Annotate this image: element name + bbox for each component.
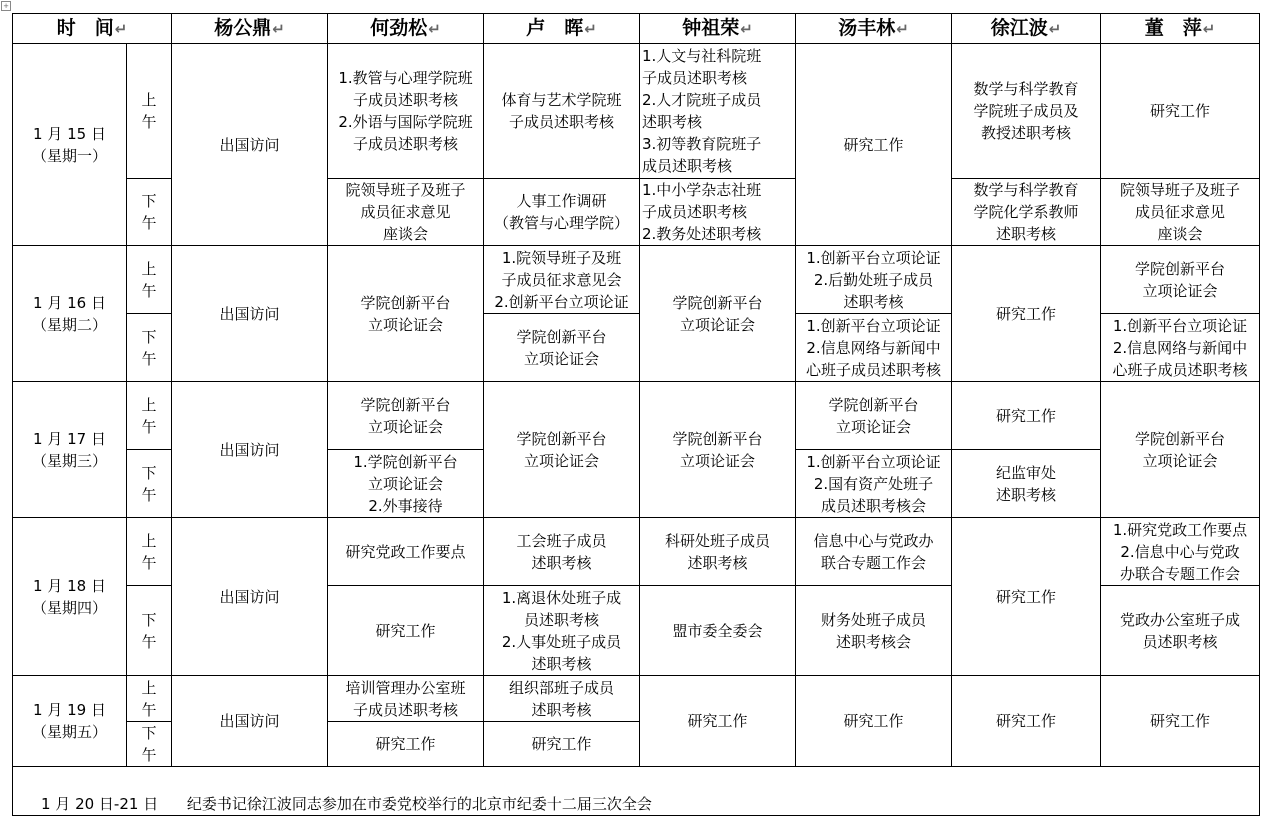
cell: 1.教管与心理学院班 子成员述职考核 2.外语与国际学院班 子成员述职考核 [328, 44, 484, 179]
note-line [41, 793, 1257, 815]
cell: 1.创新平台立项论证 2.信息网络与新闻中 心班子成员述职考核 [796, 314, 952, 382]
cell: 1.离退休处班子成 员述职考核 2.人事处班子成员 述职考核 [484, 586, 640, 676]
header-row [13, 14, 1260, 44]
cell: 学院创新平台 立项论证会 [484, 382, 640, 518]
cell: 学院创新平台 立项论证会 [1101, 382, 1260, 518]
cell: 出国访问 [172, 44, 328, 246]
cell: 纪监审处 述职考核 [952, 450, 1101, 518]
cell: 学院创新平台 立项论证会 [328, 382, 484, 450]
cell: 研究工作 [328, 722, 484, 767]
am-label: 上 午 [127, 676, 172, 722]
day-label: 1 月 16 日 （星期二） [13, 246, 127, 382]
cell: 1.创新平台立项论证 2.国有资产处班子 成员述职考核会 [796, 450, 952, 518]
pm-label: 下 午 [127, 586, 172, 676]
cell: 培训管理办公室班 子成员述职考核 [328, 676, 484, 722]
cell: 学院创新平台 立项论证会 [484, 314, 640, 382]
cell: 研究工作 [640, 676, 796, 767]
cell: 学院创新平台 立项论证会 [1101, 246, 1260, 314]
header-person: 汤丰林↵ [796, 14, 952, 44]
table-row [13, 518, 1260, 586]
table-row [13, 44, 1260, 179]
cell: 研究工作 [796, 44, 952, 246]
cell: 组织部班子成员 述职考核 [484, 676, 640, 722]
cell: 1.创新平台立项论证 2.信息网络与新闻中 心班子成员述职考核 [1101, 314, 1260, 382]
cell: 出国访问 [172, 382, 328, 518]
am-label: 上 午 [127, 246, 172, 314]
header-person: 何劲松↵ [328, 14, 484, 44]
cell: 研究工作 [952, 382, 1101, 450]
note-date: 1 月 20 日-21 日 [41, 795, 159, 813]
header-person: 董 萍↵ [1101, 14, 1260, 44]
cell: 研究工作 [952, 246, 1101, 382]
cell: 研究工作 [1101, 676, 1260, 767]
cell: 出国访问 [172, 518, 328, 676]
cell: 体育与艺术学院班 子成员述职考核 [484, 44, 640, 179]
cell: 1.人文与社科院班 子成员述职考核 2.人才院班子成员 述职考核 3.初等教育院班子 成员述职考核 [640, 44, 796, 179]
cell: 研究党政工作要点 [328, 518, 484, 586]
cell: 学院创新平台 立项论证会 [640, 382, 796, 518]
header-person: 钟祖荣↵ [640, 14, 796, 44]
cell: 1.创新平台立项论证 2.后勤处班子成员 述职考核 [796, 246, 952, 314]
cell: 研究工作 [484, 722, 640, 767]
day-label: 1 月 19 日 （星期五） [13, 676, 127, 767]
day-label: 1 月 18 日 （星期四） [13, 518, 127, 676]
header-person: 卢 晖↵ [484, 14, 640, 44]
cell: 盟市委全委会 [640, 586, 796, 676]
table-move-handle-icon[interactable]: + [1, 1, 11, 11]
cell: 党政办公室班子成 员述职考核 [1101, 586, 1260, 676]
pm-label: 下 午 [127, 722, 172, 767]
am-label: 上 午 [127, 518, 172, 586]
cell: 数学与科学教育 学院化学系教师 述职考核 [952, 179, 1101, 246]
day-label: 1 月 17 日 （星期三） [13, 382, 127, 518]
cell: 研究工作 [796, 676, 952, 767]
pm-label: 下 午 [127, 450, 172, 518]
cell: 研究工作 [952, 518, 1101, 676]
table-row [13, 676, 1260, 722]
cell: 学院创新平台 立项论证会 [328, 246, 484, 382]
header-person: 杨公鼎↵ [172, 14, 328, 44]
cell: 院领导班子及班子 成员征求意见 座谈会 [1101, 179, 1260, 246]
pm-label: 下 午 [127, 314, 172, 382]
cell: 信息中心与党政办 联合专题工作会 [796, 518, 952, 586]
cell: 1.学院创新平台 立项论证会 2.外事接待 [328, 450, 484, 518]
note-row [13, 767, 1260, 816]
day-label: 1 月 15 日 （星期一） [13, 44, 127, 246]
table-row [13, 382, 1260, 450]
cell: 研究工作 [328, 586, 484, 676]
cell: 1.研究党政工作要点 2.信息中心与党政 办联合专题工作会 [1101, 518, 1260, 586]
pm-label: 下 午 [127, 179, 172, 246]
header-person: 徐江波↵ [952, 14, 1101, 44]
cell: 财务处班子成员 述职考核会 [796, 586, 952, 676]
cell: 学院创新平台 立项论证会 [640, 246, 796, 382]
cell: 出国访问 [172, 676, 328, 767]
header-time: 时 间↵ [13, 14, 172, 44]
table-row [13, 246, 1260, 314]
cell: 1.院领导班子及班 子成员征求意见会 2.创新平台立项论证 [484, 246, 640, 314]
cell: 工会班子成员 述职考核 [484, 518, 640, 586]
cell: 科研处班子成员 述职考核 [640, 518, 796, 586]
am-label: 上 午 [127, 382, 172, 450]
cell: 1.中小学杂志社班 子成员述职考核 2.教务处述职考核 [640, 179, 796, 246]
cell: 出国访问 [172, 246, 328, 382]
cell: 研究工作 [1101, 44, 1260, 179]
schedule-table [12, 13, 1260, 816]
cell: 数学与科学教育 学院班子成员及 教授述职考核 [952, 44, 1101, 179]
note-text: 纪委书记徐江波同志参加在市委党校举行的北京市纪委十二届三次全会 [186, 795, 652, 813]
cell: 人事工作调研 （教管与心理学院） [484, 179, 640, 246]
note-cell [13, 767, 1260, 816]
cell: 学院创新平台 立项论证会 [796, 382, 952, 450]
cell: 研究工作 [952, 676, 1101, 767]
am-label: 上 午 [127, 44, 172, 179]
cell: 院领导班子及班子 成员征求意见 座谈会 [328, 179, 484, 246]
